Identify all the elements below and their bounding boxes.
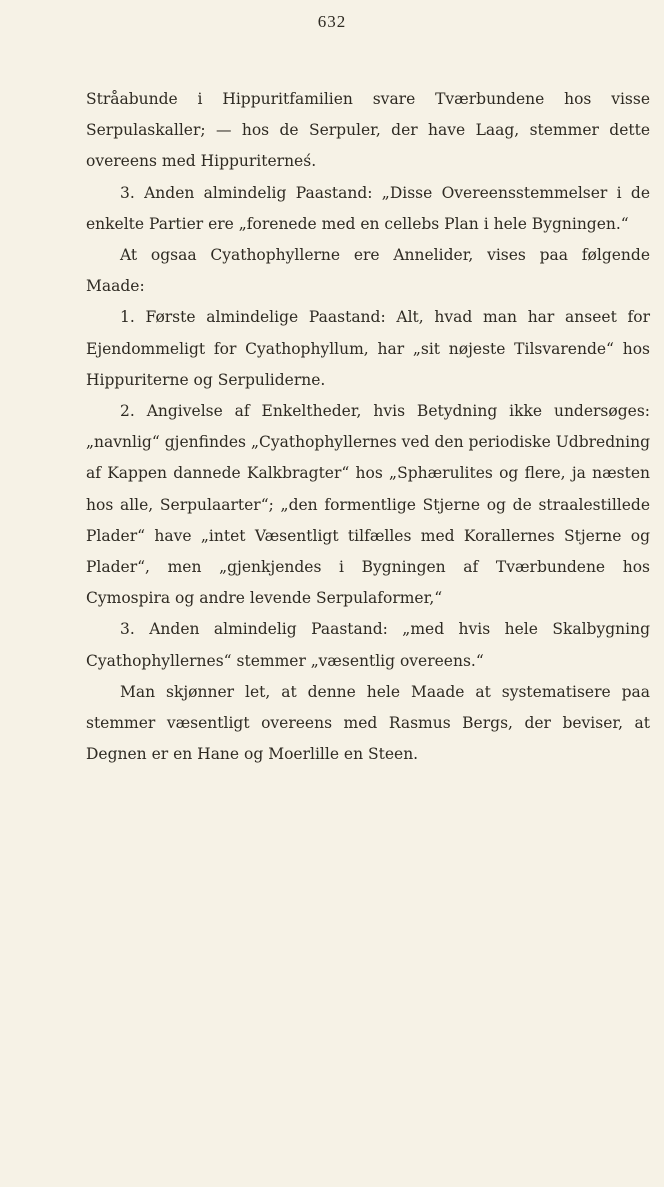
paragraph-6 bbox=[86, 614, 650, 676]
paragraph-number: 1. bbox=[120, 308, 135, 327]
paragraph-number: 2. bbox=[120, 402, 135, 421]
paragraph-number: 3. bbox=[120, 620, 135, 639]
paragraph-text: At ogsaa Cyathophyllerne ere Annelider, vises paa følgende Maade: bbox=[86, 246, 650, 296]
paragraph-4 bbox=[86, 302, 650, 396]
paragraph-5 bbox=[86, 396, 650, 614]
paragraph-3 bbox=[86, 240, 650, 302]
page-number: 632 bbox=[317, 12, 347, 31]
paragraph-2 bbox=[86, 178, 650, 240]
paragraph-text: Anden almindelig Paastand: „Disse Overeensstemmelser i de enkelte Partier ere „forenede med en cellebs Plan i hele Bygningen.“ bbox=[86, 183, 650, 233]
paragraph-number: 3. bbox=[120, 183, 135, 202]
paragraph-text: Anden almindelig Paastand: „med hvis hele Skalbygning Cyathophyllernes“ stemmer „væsentlig overeens.“ bbox=[86, 620, 650, 670]
paragraph-text: Man skjønner let, at denne hele Maade at systematisere paa stemmer væsentligt overeens med Rasmus Bergs, der beviser, at Degnen er en Hane og Moerlille en Steen. bbox=[86, 682, 650, 764]
body-text bbox=[86, 84, 650, 770]
paragraph-1 bbox=[86, 84, 650, 178]
paragraph-text: Første almindelige Paastand: Alt, hvad man har anseet for Ejendommeligt for Cyathophyllum, har „sit nøjeste Tilsvarende“ hos Hippuriterne og Serpuliderne. bbox=[86, 308, 650, 389]
paragraph-text: Stråabunde i Hippuritfamilien svare Tværbundene hos visse Serpulaskaller; — hos de Serpuler, der have Laag, stemmer dette overeens med Hippuriterneś. bbox=[86, 90, 650, 171]
paragraph-7 bbox=[86, 677, 650, 771]
paragraph-text: Angivelse af Enkeltheder, hvis Betydning ikke undersøges: „navnlig“ gjenfindes „Cyathophyllernes ved den periodiske Udbredning af Kappen dannede Kalkbragter“ hos „Sphærulites og flere, ja næsten hos alle, Serpulaarter“; „den formentlige Stjerne og de straalestillede Plader“ have „intet Væsentligt tilfælles med Korallernes Stjerne og Plader“, men „gjenkjendes i Bygningen af Tværbundene hos Cymospira og andre levende Serpulaformer,“ bbox=[86, 402, 650, 608]
